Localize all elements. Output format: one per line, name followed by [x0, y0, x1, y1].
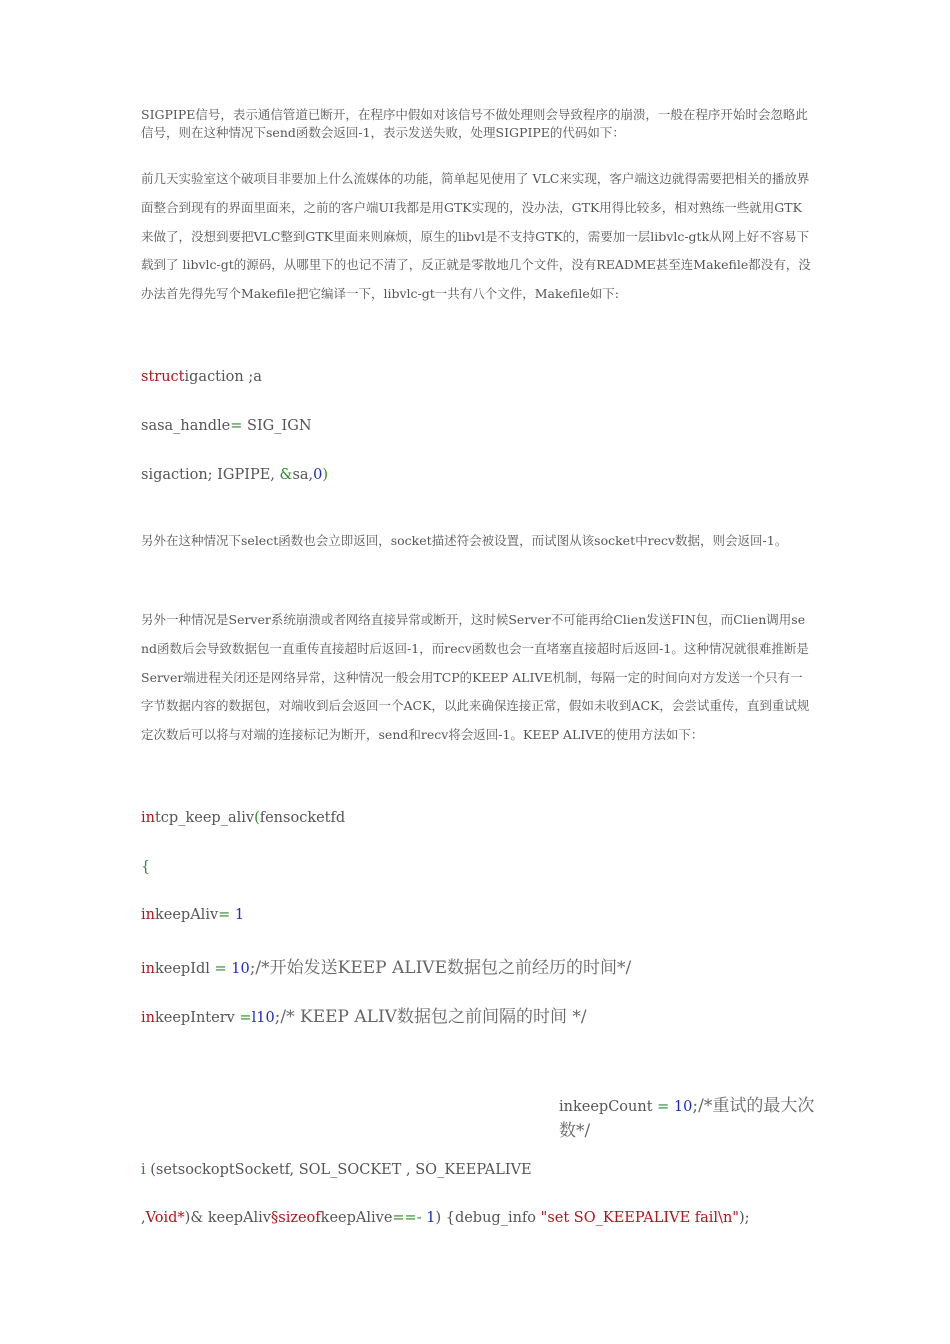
- code-comment: ;/* KEEP ALIV数据包之前间隔的时间 */: [274, 1007, 587, 1027]
- paragraph-select-returns: 另外在这种情况下select函数也会立即返回，socket描述符会被设置，而试图从该socket中recv数据，则会返回-1。: [141, 533, 788, 548]
- paragraph-sigpipe-intro: SIGPIPE信号，表示通信管道已断开，在程序中假如对该信号不做处理则会导致程序的崩溃，一般在程序开始时会忽略此信号，则在这种情况下send函数会返回-1，表示发送失败，处理SIGPIPE的代码如下：: [141, 107, 808, 140]
- code-keyword: Void*: [145, 1210, 185, 1226]
- code-text: sigaction; IGPIPE,: [141, 467, 280, 483]
- code-text: fensocketfd: [259, 810, 346, 826]
- code-operator: =: [218, 907, 231, 923]
- code-line-open-brace: [141, 859, 150, 875]
- code-keyword: in: [141, 961, 155, 977]
- code-operator: =: [239, 1010, 252, 1026]
- paragraph-keepalive: 另外一种情况是Server系统崩溃或者网络直接异常或断开，这时候Server不可能再给Clien发送FIN包，而Clien调用send函数后会导致数据包一直重传直接超时后返回-1，而recv函数也会一直堵塞直接超时后返回-1。这种情况就很难推断是Server端进程关闭还是网络异常，这种情况一般会用TCP的KEEP ALIVE机制，每隔一定的时间向对方发送一个只有一字节数据内容的数据包，对端收到后会返回一个ACK，以此来确保连接正常，假如未收到ACK，会尝试重传，直到重试规定次数后可以将与对端的连接标记为断开，send和recv将会返回-1。KEEP ALIVE的使用方法如下：: [141, 612, 810, 743]
- code-keyword: sizeof: [278, 1210, 321, 1226]
- code-keyword: in: [141, 1010, 155, 1026]
- code-text: inkeepCount: [559, 1099, 658, 1115]
- code-paren: (: [254, 810, 260, 826]
- code-symbol: §: [271, 1210, 279, 1226]
- code-operator: =: [214, 961, 227, 977]
- code-text: keepAliv: [154, 907, 219, 923]
- code-keyword: struct: [141, 369, 185, 385]
- code-text: SIG_IGN: [242, 418, 312, 434]
- code-text: sa,: [292, 467, 314, 483]
- code-text: tcp_keep_aliv: [154, 810, 255, 826]
- code-brace: {: [141, 859, 151, 875]
- code-paren: ): [322, 467, 329, 483]
- code-line-function-signature: [141, 810, 345, 826]
- code-line-keepcount-var: [559, 1094, 819, 1144]
- code-text: ) {debug_info: [435, 1210, 541, 1226]
- code-operator: =: [230, 418, 243, 434]
- code-comment: ;/*开始发送KEEP ALIVE数据包之前经历的时间*/: [249, 958, 632, 978]
- code-text: keepInterv: [154, 1010, 240, 1026]
- code-text: (setsockoptSocketf, SOL_SOCKET , SO_KEEPALIVE: [145, 1162, 532, 1178]
- code-comment: ;/*重试的最大次数*/: [559, 1096, 815, 1141]
- code-line-setsockopt: [141, 1162, 532, 1178]
- code-number: 10: [669, 1099, 693, 1115]
- code-number: 1: [230, 907, 245, 923]
- code-string: "set SO_KEEPALIVE fail\n": [540, 1210, 739, 1226]
- code-number: 1: [421, 1210, 436, 1226]
- paragraph-vlc-gtk: 前几天实验室这个破项目非要加上什么流媒体的功能，简单起见使用了 VLC来实现，客户端这边就得需要把相关的播放界面整合到现有的界面里面来，之前的客户端UI我都是用GTK实现的，没办法，GTK用得比较多，相对熟练一些就用GTK来做了，没想到要把VLC整到GTK里面来则麻烦，原生的libvl是不支持GTK的，需要加一层libvlc-gtk从网上好不容易下载到了 libvlc-gt的源码，从哪里下的也记不清了，反正就是零散地几个文件，没有README甚至连Makefile都没有，没办法首先得先写个Makefile把它编译一下，libvlc-gt一共有八个文件，Makefile如下:: [141, 171, 811, 302]
- code-text: keepAlive: [320, 1210, 393, 1226]
- code-line-sigaction-call: [141, 467, 328, 483]
- code-text: sasa_handle: [141, 418, 231, 434]
- code-text: )& keepAliv: [184, 1210, 271, 1226]
- code-keyword: in: [141, 907, 155, 923]
- code-line-sa-handler: [141, 418, 312, 434]
- code-operator: =: [657, 1099, 670, 1115]
- code-line-setsockopt-args: [141, 1210, 750, 1226]
- code-line-keepidle-var: [141, 953, 631, 978]
- code-text: ,: [141, 1210, 146, 1226]
- code-text: );: [738, 1210, 750, 1226]
- code-line-keepinterval-var: [141, 1002, 587, 1027]
- code-operator: ==-: [392, 1210, 422, 1226]
- code-number: 0: [313, 467, 323, 483]
- code-line-keepalive-var: [141, 907, 244, 923]
- code-number: l10: [251, 1010, 275, 1026]
- code-keyword: i: [141, 1162, 146, 1178]
- code-keyword: in: [141, 810, 155, 826]
- code-text: igaction ;a: [184, 369, 262, 385]
- code-text: keepIdl: [154, 961, 215, 977]
- code-number: 10: [226, 961, 250, 977]
- code-operator: &: [279, 467, 293, 483]
- code-line-struct-sigaction: [141, 369, 262, 385]
